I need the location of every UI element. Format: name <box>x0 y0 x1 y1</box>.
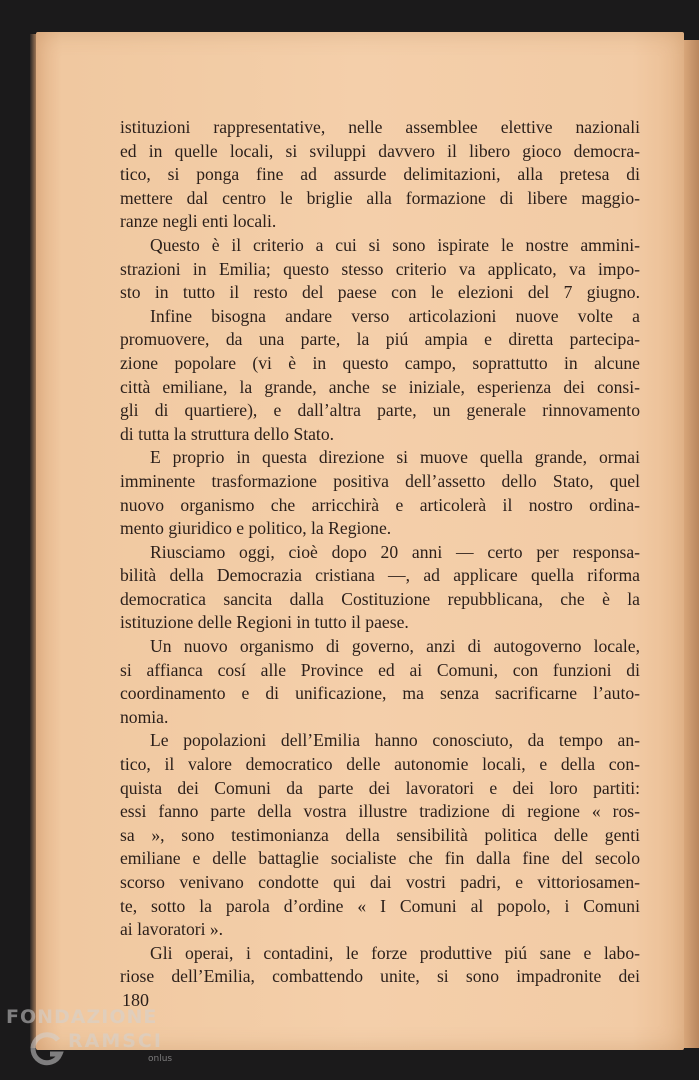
text-line: sto in tutto il resto del paese con le elezioni del 7 giugno. <box>120 282 640 303</box>
text-line: Infine bisogna andare verso articolazioni nuove volte a <box>150 305 640 326</box>
text-line: essi fanno parte della vostra illustre tradizione di regione « ros- <box>120 801 640 822</box>
text-line: scorso venivano condotte qui dai vostri padri, e vittoriosamen- <box>120 872 640 892</box>
text-line: coordinamento e di unificazione, ma senza sacrificarne l’auto- <box>120 683 640 704</box>
text-line: di tutta la struttura dello Stato. <box>120 423 335 444</box>
text-line: tico, il valore democratico delle autonomie locali, e della con- <box>120 754 640 775</box>
page-number: 180 <box>122 990 149 1010</box>
text-line: Gli operai, i contadini, le forze produttive piú sane e labo- <box>150 942 640 963</box>
text-line: bilità della Democrazia cristiana —, ad applicare quella riforma <box>120 565 640 586</box>
text-line: riose dell’Emilia, combattendo unite, si sono impadronite dei <box>120 966 640 987</box>
watermark-line1: FONDAZIONE <box>6 1006 158 1028</box>
watermark-line2: RAMSCI <box>68 1030 163 1052</box>
text-line: Questo è il criterio a cui si sono ispirate le nostre ammini- <box>150 234 640 255</box>
text-line: ranze negli enti locali. <box>120 211 277 232</box>
text-line: sa », sono testimonianza della sensibilità politica delle genti <box>120 824 640 845</box>
body-text <box>120 116 640 989</box>
fondazione-gramsci-watermark <box>2 1000 192 1080</box>
text-line: istituzioni rappresentative, nelle assemblee elettive nazionali <box>120 117 640 137</box>
text-line: quista dei Comuni da parte dei lavoratori e dei loro partiti: <box>120 777 640 798</box>
text-line: strazioni in Emilia; questo stesso criterio va applicato, va impo- <box>120 258 640 279</box>
text-line: emiliane e delle battaglie socialiste che fin dalla fine del secolo <box>120 848 640 869</box>
text-line: E proprio in questa direzione si muove quella grande, ormai <box>150 447 640 468</box>
text-line: Riusciamo oggi, cioè dopo 20 anni — certo per responsa- <box>150 541 640 562</box>
text-line: nomia. <box>120 706 169 727</box>
text-line: Le popolazioni dell’Emilia hanno conosciuto, da tempo an- <box>150 730 640 751</box>
text-line: zione popolare (vi è in questo campo, soprattutto in alcune <box>120 352 640 373</box>
watermark-onlus: onlus <box>148 1054 173 1064</box>
text-line: tico, si ponga fine ad assurde delimitazioni, alla pretesa di <box>120 164 640 185</box>
text-line: Un nuovo organismo di governo, anzi di autogoverno locale, <box>150 636 640 657</box>
text-line: promuovere, da una parte, la piú ampia e diretta partecipa- <box>120 329 640 350</box>
text-line: mento giuridico e politico, la Regione. <box>120 518 392 539</box>
text-line: nuovo organismo che arricchirà e articolerà il nostro ordina- <box>120 494 640 515</box>
text-line: gli di quartiere), e dall’altra parte, un generale rinnovamento <box>120 400 640 421</box>
text-line: imminente trasformazione positiva dell’assetto dello Stato, quel <box>120 470 640 491</box>
page-edge <box>684 40 699 1048</box>
text-line: democratica sancita dalla Costituzione repubblicana, che è la <box>120 588 640 609</box>
text-line: te, sotto la parola d’ordine « I Comuni al popolo, i Comuni <box>120 895 640 916</box>
text-line: ai lavoratori ». <box>120 919 224 940</box>
text-line: istituzione delle Regioni in tutto il paese. <box>120 612 409 633</box>
text-line: si affianca cosí alle Province ed ai Comuni, con funzioni di <box>120 659 640 680</box>
text-line: ed in quelle locali, si sviluppi davvero il libero gioco democra- <box>120 140 640 161</box>
gramsci-g-logo-icon <box>28 1030 68 1070</box>
text-line: mettere dal centro le briglie alla formazione di libere maggio- <box>120 187 640 208</box>
text-line: città emiliane, la grande, anche se iniziale, esperienza dei consi- <box>120 376 640 397</box>
